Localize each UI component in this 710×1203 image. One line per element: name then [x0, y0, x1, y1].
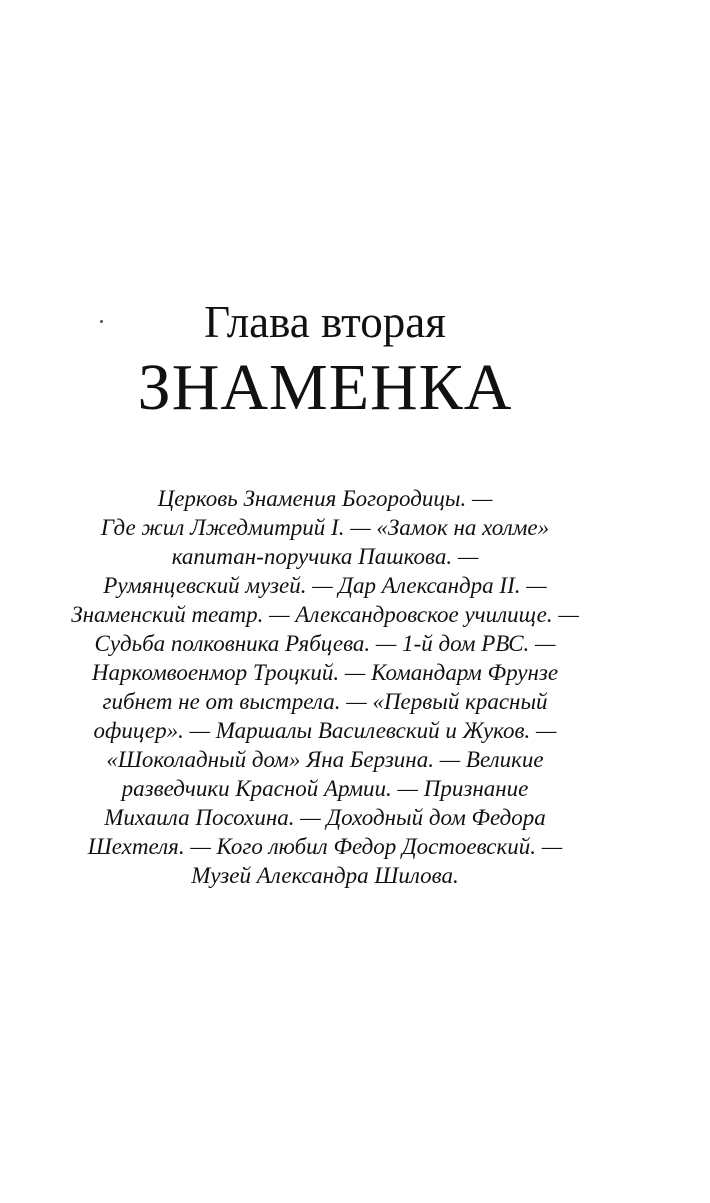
synopsis-line: Музей Александра Шилова.	[191, 863, 459, 888]
synopsis-line: разведчики Красной Армии. — Признание	[121, 776, 529, 801]
synopsis-line: Знаменский театр. — Александровское училище. —	[71, 602, 579, 627]
chapter-title: ЗНАМЕНКА	[137, 351, 513, 424]
synopsis-line: Церковь Знамения Богородицы. —	[157, 486, 493, 511]
synopsis-line: капитан-поручика Пашкова. —	[171, 544, 479, 569]
synopsis-line: Судьба полковника Рябцева. — 1-й дом РВС. —	[94, 631, 556, 656]
synopsis-line: Шехтеля. — Кого любил Федор Достоевский. —	[87, 834, 563, 859]
synopsis-line: гибнет не от выстрела. — «Первый красный	[102, 689, 548, 714]
chapter-number: Глава вторая	[204, 297, 446, 347]
synopsis-line: «Шоколадный дом» Яна Берзина. — Великие	[106, 747, 544, 772]
synopsis-line: Михаила Посохина. — Доходный дом Федора	[104, 805, 546, 830]
chapter-synopsis	[0, 484, 650, 890]
synopsis-line: Наркомвоенмор Троцкий. — Командарм Фрунзе	[91, 660, 559, 685]
synopsis-line: офицер». — Маршалы Василевский и Жуков. —	[93, 718, 557, 743]
synopsis-line: Где жил Лжедмитрий I. — «Замок на холме»	[100, 515, 550, 540]
synopsis-line: Румянцевский музей. — Дар Александра II. —	[103, 573, 547, 598]
